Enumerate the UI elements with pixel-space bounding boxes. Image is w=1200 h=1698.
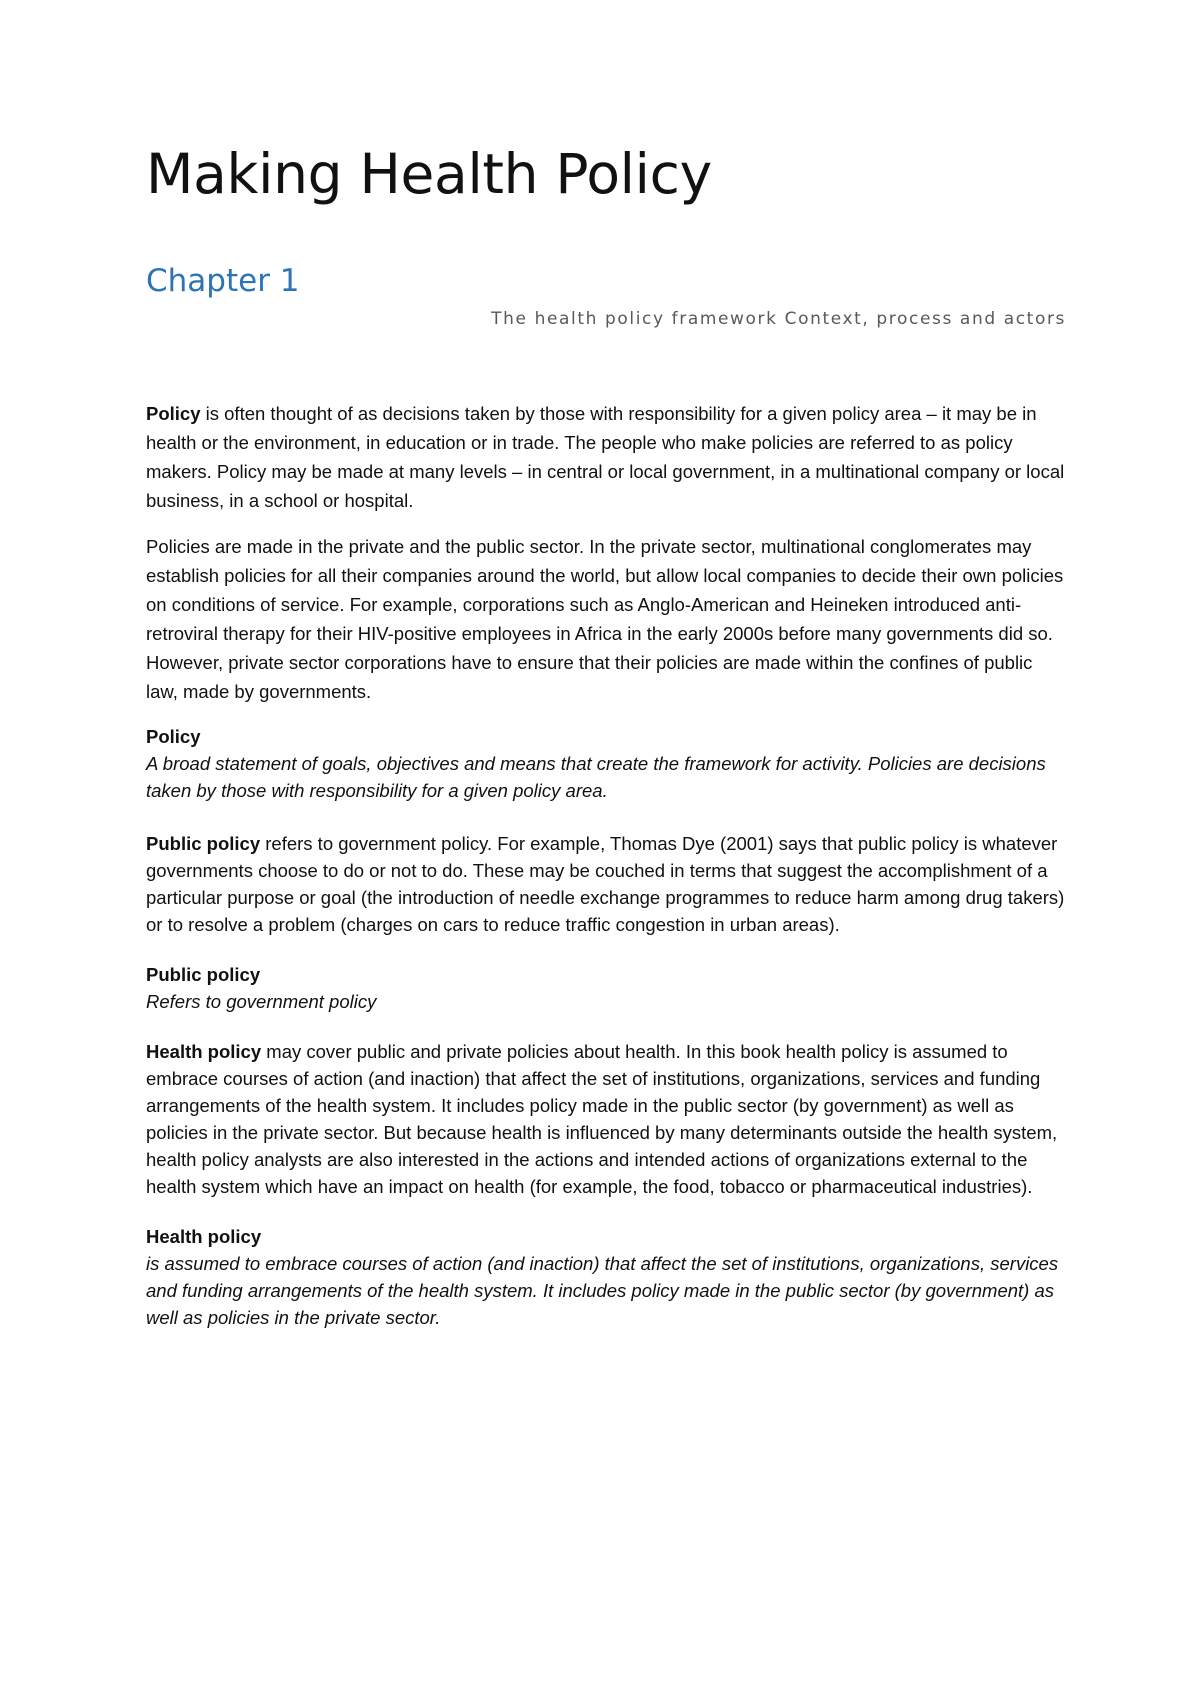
section-public-policy [146, 830, 1066, 938]
section-health-policy [146, 1038, 1066, 1200]
chapter-subtitle: The health policy framework Context, process and actors [491, 309, 1066, 329]
paragraph-health-policy [146, 1038, 1066, 1200]
definition-box-public-policy [146, 961, 1066, 1015]
document-title: Making Health Policy [146, 142, 712, 206]
definition-text: Refers to government policy [146, 991, 377, 1012]
paragraph-term: Health policy [146, 1041, 262, 1062]
paragraph-term: Public policy [146, 833, 261, 854]
definition-box-health-policy [146, 1223, 1066, 1331]
paragraph-text: may cover public and private policies about health. In this book health policy is assumed to embrace courses of action (and inaction) that affect the set of institutions, organizations, services and funding arrangements of the health system. It includes policy made in the public sector (by government) as well as policies in the private sector. But because health is influenced by many determinants outside the health system, health policy analysts are also interested in the actions and intended actions of organizations external to the health system which have an impact on health (for example, the food, tobacco or pharmaceutical industries). [146, 1041, 1058, 1197]
paragraph-public-policy [146, 830, 1066, 938]
definition-term: Policy [146, 726, 201, 747]
paragraph-text: refers to government policy. For example, Thomas Dye (2001) says that public policy is whatever governments choose to do or not to do. These may be couched in terms that suggest the accomplishment of a particular purpose or goal (the introduction of needle exchange programmes to reduce harm among drug takers) or to resolve a problem (charges on cars to reduce traffic congestion in urban areas). [146, 833, 1065, 935]
paragraph-term: Policy [146, 403, 201, 424]
definition-term: Public policy [146, 964, 261, 985]
definition-text: A broad statement of goals, objectives and means that create the framework for activity. Policies are decisions taken by those with responsibility for a given policy area. [146, 753, 1046, 801]
definition-term: Health policy [146, 1226, 262, 1247]
definition-text: is assumed to embrace courses of action (and inaction) that affect the set of institutions, organizations, services and funding arrangements of the health system. It includes policy made in the public sector (by government) as well as policies in the private sector. [146, 1253, 1059, 1328]
chapter-heading: Chapter 1 [146, 263, 300, 299]
paragraph-policy-intro [146, 399, 1066, 515]
paragraph-text: Policies are made in the private and the public sector. In the private sector, multinational conglomerates may establish policies for all their companies around the world, but allow local companies to decide their own policies on conditions of service. For example, corporations such as Anglo-American and Heineken introduced anti-retroviral therapy for their HIV-positive employees in Africa in the early 2000s before many governments did so. However, private sector corporations have to ensure that their policies are made within the confines of public law, made by governments. [146, 536, 1064, 702]
paragraph-text: is often thought of as decisions taken by those with responsibility for a given policy area – it may be in health or the environment, in education or in trade. The people who make policies are referred to as policy makers. Policy may be made at many levels – in central or local government, in a multinational company or local business, in a school or hospital. [146, 403, 1065, 511]
document-body [146, 399, 1066, 1357]
definition-box-policy [146, 723, 1066, 804]
paragraph-private-public [146, 532, 1066, 706]
